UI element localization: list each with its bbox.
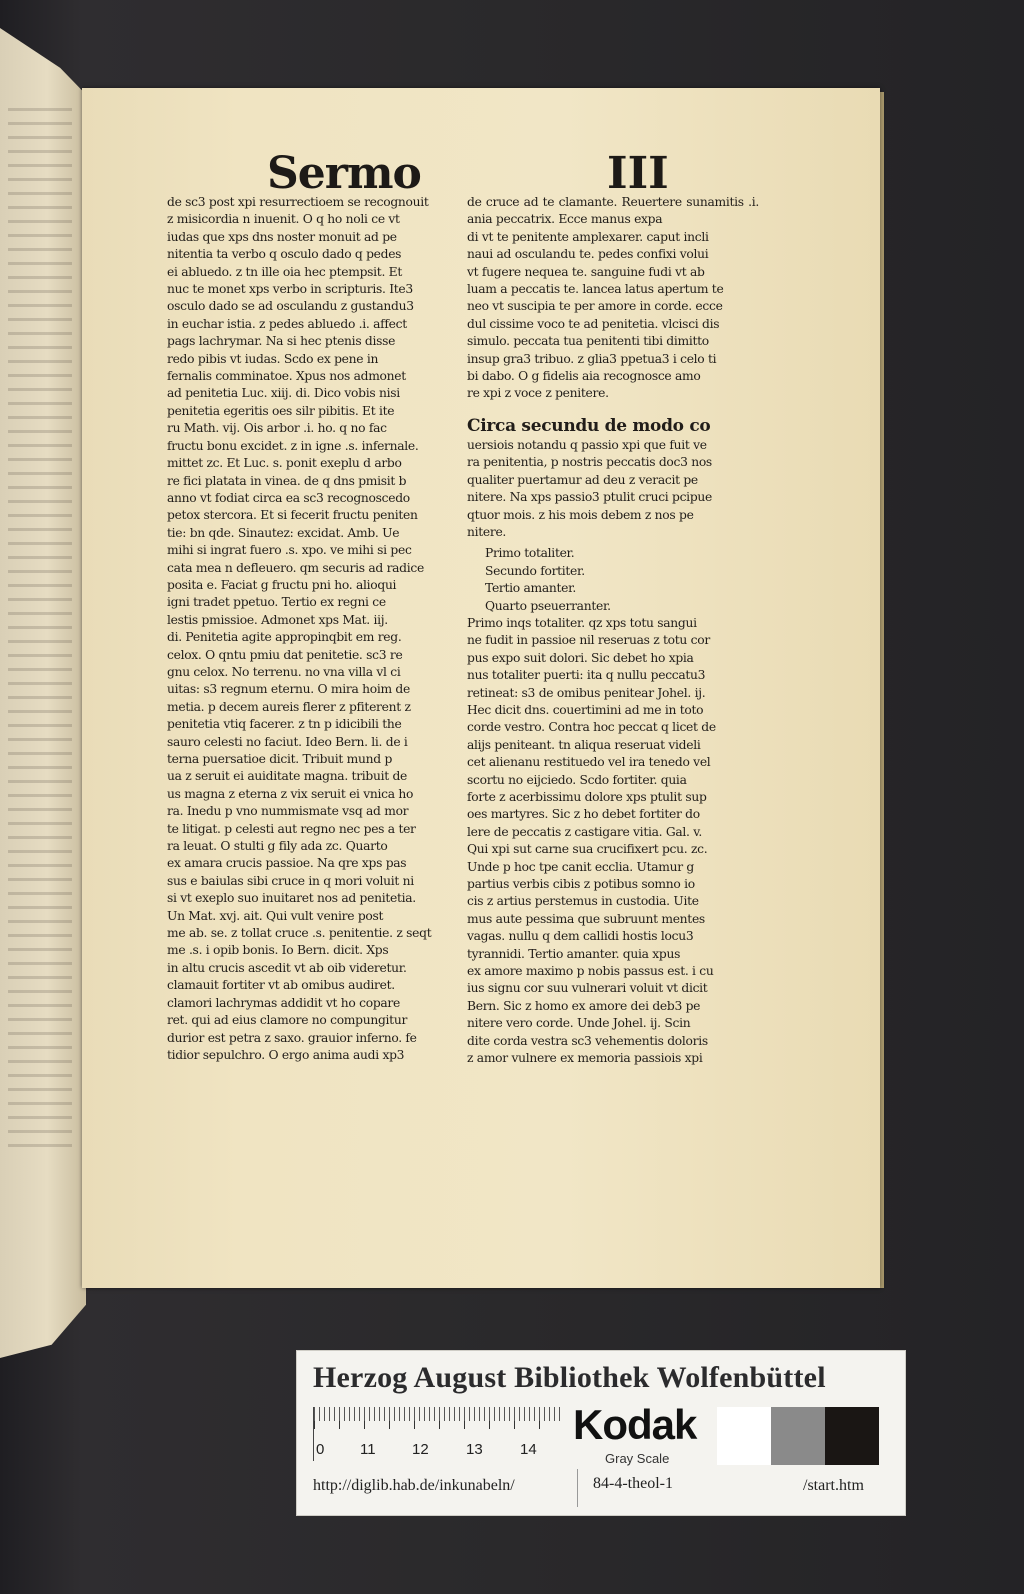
text-line: in euchar istia. z pedes abluedo .i. affect [167, 316, 407, 331]
text-line: uersiois notandu q passio xpi que fuit ve [467, 437, 707, 452]
text-line: ra leuat. O stulti g fily ada zc. Quarto [167, 839, 388, 854]
text-line: ex amore maximo p nobis passus est. i cu [467, 964, 714, 979]
text-line: neo vt suscipia te per amore in corde. ecce [467, 299, 723, 314]
list-item: Secundo fortiter. [485, 563, 585, 578]
text-line: ret. qui ad eius clamore no compungitur [167, 1013, 408, 1028]
ruler-label: 0 [316, 1441, 325, 1458]
text-line: luam a peccatis te. lancea latus apertum te [467, 282, 724, 297]
list-item: Tertio amanter. [485, 581, 576, 596]
card-divider [577, 1469, 578, 1507]
section-heading: Circa secundu de modo co [467, 415, 711, 436]
text-line: metia. p decem aureis flerer z pfiterent z [167, 699, 411, 714]
section-body [467, 437, 759, 541]
folio-number: III [607, 148, 669, 199]
text-line: di vt te penitente amplexarer. caput incli [467, 229, 709, 244]
text-line: Hec dicit dns. couertimini ad me in toto [467, 702, 704, 717]
list-item: Quarto pseuerranter. [485, 598, 611, 613]
card-start-path: /start.htm [803, 1477, 864, 1494]
text-line: nitere. Na xps passio3 ptulit cruci pcipue [467, 490, 712, 505]
text-line: terna puersatioe dicit. Tribuit mund p [167, 752, 393, 766]
shelfmark: 84-4-theol-1 [593, 1475, 673, 1492]
text-line: ius signu cor suu vulnerari voluit vt dicit [467, 981, 708, 996]
text-line: forte z acerbissimu dolore xps ptulit sup [467, 790, 707, 804]
four-modes-list [485, 545, 759, 615]
text-line: fructu bonu excidet. z in igne .s. infernale. [167, 438, 419, 453]
text-line: pags lachrymar. Na si hec ptenis disse [167, 334, 396, 349]
text-line: z misicordia n inuenit. O q ho noli ce vt [167, 212, 400, 227]
text-line: dul cissime voco te ad penitetia. vlcisci dis [467, 316, 720, 331]
text-line: penitetia vtiq facerer. z tn p idicibili the [167, 717, 402, 732]
gray-swatch-mid [771, 1407, 825, 1465]
text-line: ra penitentia, p nostris peccatis doc3 nos [467, 455, 712, 470]
text-line: ad penitetia Luc. xiij. di. Dico vobis nisi [167, 386, 400, 401]
text-line: iudas que xps dns noster monuit ad pe [167, 229, 397, 244]
text-line: celox. O qntu pmiu dat penitetie. sc3 re [167, 647, 403, 662]
text-line: corde vestro. Contra hoc peccat q licet de [467, 720, 716, 735]
text-line: Qui xpi sut carne sua crucifixert pcu. zc. [467, 842, 708, 857]
text-line: ra. Inedu p vno nummismate vsq ad mor [167, 804, 409, 819]
text-line: si vt exeplo suo inuitaret nos ad penitetia. [167, 891, 416, 906]
text-line: lere de peccatis z castigare vitia. Gal. v. [467, 824, 703, 839]
text-line: vt fugere nequea te. sanguine fudi vt ab [467, 264, 705, 279]
ruler-label: 11 [360, 1441, 376, 1458]
text-line: tyrannidi. Tertio amanter. quia xpus [467, 946, 681, 961]
text-line: naui ad osculandu te. pedes confixi volui [467, 247, 709, 262]
text-line: re xpi z voce z penitere. [467, 386, 609, 401]
text-line: lestis pmissioe. Admonet xps Mat. iij. [167, 612, 388, 627]
text-line: qtuor mois. z his mois debem z nos pe [467, 507, 694, 522]
text-line: de sc3 post xpi resurrectioem se recognouit [167, 195, 429, 209]
text-line: posita e. Faciat g fructu pni ho. alioqui [167, 577, 397, 592]
text-line: re fici platata in vinea. de q dns pmisit b [167, 473, 407, 488]
text-line: nus totaliter puerti: ita q nullu peccatu3 [467, 668, 706, 683]
gray-scale-label: Gray Scale [605, 1451, 670, 1466]
text-line: vagas. nullu q dem callidi hostis locu3 [467, 929, 694, 944]
text-line: bi dabo. O g fidelis aia recognosce amo [467, 369, 701, 384]
text-line: mittet zc. Et Luc. s. ponit exeplu d arbo [167, 456, 402, 471]
text-line: te litigat. p celesti aut regno nec pes a ter [167, 821, 416, 836]
text-line: qualiter puertamur ad deu z veracit pe [467, 472, 698, 487]
scale-ruler [313, 1407, 562, 1461]
text-line: in altu crucis ascedit vt ab oib videretur. [167, 960, 407, 975]
text-line: sus e baiulas sibi cruce in q mori voluit ni [167, 873, 414, 888]
text-line: de cruce ad te clamante. Reuertere sunamitis .i. ania peccatrix. Ecce manus expa [467, 195, 759, 227]
facing-page-edge [0, 28, 86, 1358]
text-line: Primo inqs totaliter. qz xps totu sangui [467, 615, 697, 630]
text-line: ne fudit in passioe nil reseruas z totu cor [467, 633, 710, 648]
ruler-label: 12 [412, 1441, 429, 1458]
text-line: fernalis comminatoe. Xpus nos admonet [167, 369, 406, 384]
gray-swatch-white [717, 1407, 771, 1465]
gray-swatch-black [825, 1407, 879, 1465]
left-text-column [167, 194, 463, 1064]
text-line: pus expo suit dolori. Sic debet ho xpia [467, 650, 694, 665]
text-line: ua z seruit ei auiditate magna. tribuit de [167, 769, 408, 784]
list-item: Primo totaliter. [485, 546, 575, 561]
text-line: durior est petra z saxo. grauior inferno. fe [167, 1030, 417, 1045]
text-line: insup gra3 tribuo. z glia3 ppetua3 i celo ti [467, 351, 717, 366]
text-line: mihi si ingrat fuero .s. xpo. ve mihi si pec [167, 543, 412, 558]
incunable-page [82, 88, 880, 1288]
running-head [82, 148, 880, 198]
text-line: ru Math. vij. Ois arbor .i. ho. q no fac [167, 421, 387, 436]
text-line: retineat: s3 de omibus penitear Johel. ij. [467, 685, 706, 700]
ruler-label: 14 [520, 1441, 537, 1458]
text-line: clamauit fortiter vt ab omibus audiret. [167, 978, 395, 993]
text-line: Unde p hoc tpe canit ecclia. Utamur g [467, 859, 695, 874]
text-line: anno vt fodiat circa ea sc3 recognoscedo [167, 490, 410, 505]
text-line: nitere vero corde. Unde Johel. ij. Scin [467, 1016, 691, 1031]
text-line: penitetia egeritis oes silr pibitis. Et ite [167, 403, 395, 418]
text-line: cis z artius perstemus in custodia. Uite [467, 894, 699, 909]
text-line: cata mea n defleuero. qm securis ad radice [167, 560, 424, 575]
text-line: us magna z eterna z vix seruit ei vnica ho [167, 786, 414, 801]
text-line: tidior sepulchro. O ergo anima audi xp3 [167, 1047, 405, 1062]
library-name: Herzog August Bibliothek Wolfenbüttel [313, 1361, 826, 1394]
text-line: simulo. peccata tua penitenti tibi dimitto [467, 334, 709, 349]
text-line: clamori lachrymas addidit vt ho copare [167, 995, 400, 1010]
text-line: igni tradet ppetuo. Tertio ex regni ce [167, 595, 386, 610]
text-line: alijs peniteant. tn aliqua reseruat videli [467, 737, 701, 752]
text-line: nitere. [467, 524, 507, 539]
text-line: osculo dado se ad osculandu z gustandu3 [167, 299, 414, 314]
text-line: nitentia ta verbo q osculo dado q pedes [167, 247, 402, 262]
right-column-opening [467, 194, 759, 403]
text-line: scortu no eijciedo. Scdo fortiter. quia [467, 772, 687, 787]
text-line: di. Penitetia agite appropinqbit em reg. [167, 630, 402, 645]
text-line: tie: bn qde. Sinautez: excidat. Amb. Ue [167, 525, 400, 540]
text-line: me ab. se. z tollat cruce .s. penitentie. z seqt [167, 926, 432, 941]
text-line: dite corda vestra sc3 vehementis doloris [467, 1033, 708, 1048]
text-line: petox stercora. Et si fecerit fructu peniten [167, 508, 418, 523]
text-line: nuc te monet xps verbo in scripturis. Ite3 [167, 282, 413, 297]
text-line: sauro celesti no faciut. Ideo Bern. li. de i [167, 734, 408, 749]
text-line: uitas: s3 regnum eternu. O mira hoim de [167, 682, 410, 697]
library-color-card [296, 1350, 906, 1516]
right-column-tail [467, 615, 759, 1068]
text-line: me .s. i opib bonis. Io Bern. dicit. Xps [167, 943, 389, 958]
text-line: gnu celox. No terrenu. no vna villa vl ci [167, 664, 401, 679]
ruler-label: 13 [466, 1441, 483, 1458]
text-line: Un Mat. xvj. ait. Qui vult venire post [167, 908, 384, 923]
kodak-logo: Kodak [573, 1401, 697, 1448]
text-line: ex amara crucis passioe. Na qre xps pas [167, 856, 407, 871]
text-line: oes martyres. Sic z ho debet fortiter do [467, 807, 700, 822]
text-line: Bern. Sic z homo ex amore dei deb3 pe [467, 998, 701, 1013]
text-line: redo pibis vt iudas. Scdo ex pene in [167, 351, 379, 366]
text-line: ei abluedo. z tn ille oia hec ptempsit. Et [167, 264, 402, 279]
running-head-title: Sermo [267, 148, 421, 199]
right-text-column [467, 194, 759, 1068]
text-line: z amor vulnere ex memoria passiois xpi [467, 1051, 703, 1066]
facing-page-text [8, 108, 72, 1148]
text-line: cet alienanu restituedo vel ira tenedo vel [467, 755, 711, 770]
card-url: http://diglib.hab.de/inkunabeln/ [313, 1477, 515, 1494]
text-line: mus aute pessima que subruunt mentes [467, 911, 705, 926]
text-line: partius verbis cibis z potibus somno io [467, 877, 695, 892]
